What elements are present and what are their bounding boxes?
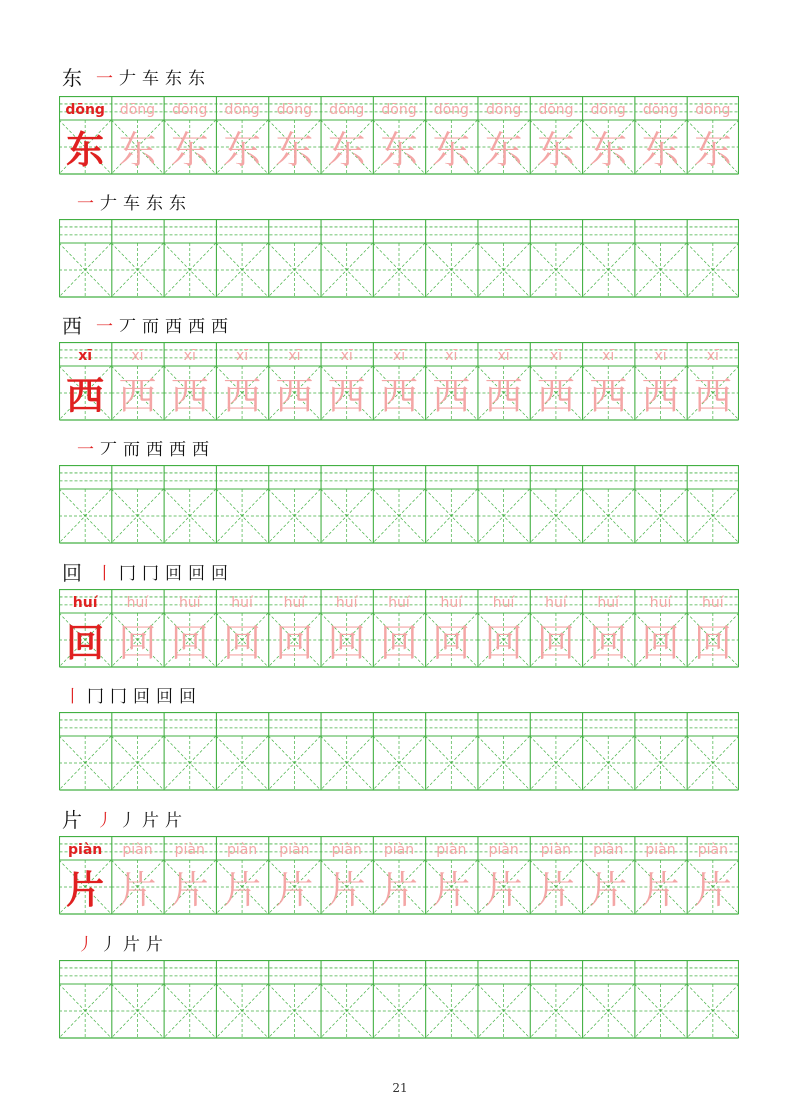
trace-character: 片 bbox=[170, 868, 209, 912]
stroke-step: 西 bbox=[146, 440, 163, 460]
trace-character: 回 bbox=[484, 621, 523, 665]
pinyin-trace: huí bbox=[231, 595, 253, 611]
stroke-step: 片 bbox=[146, 935, 163, 955]
pinyin-trace: piàn bbox=[697, 842, 728, 858]
stroke-step: 回 bbox=[156, 687, 173, 707]
section-title-row bbox=[62, 559, 228, 585]
trace-character: 东 bbox=[118, 128, 157, 172]
tracing-grid-svg[interactable] bbox=[59, 96, 739, 175]
pinyin-trace: piàn bbox=[488, 842, 519, 858]
trace-character: 回 bbox=[432, 621, 471, 665]
stroke-step: 一 bbox=[96, 317, 113, 337]
model-character: 片 bbox=[66, 867, 105, 912]
pinyin-trace: piàn bbox=[436, 842, 467, 858]
stroke-step: 而 bbox=[142, 317, 159, 337]
trace-character: 片 bbox=[536, 868, 575, 912]
stroke-step: 而 bbox=[123, 440, 140, 460]
pinyin-trace: dōng bbox=[590, 102, 626, 118]
stroke-step: 丆 bbox=[119, 317, 136, 337]
stroke-step: 𠂇 bbox=[100, 194, 117, 214]
pinyin-trace: piàn bbox=[645, 842, 676, 858]
stroke-step: 丿 bbox=[96, 811, 113, 831]
stroke-step: 片 bbox=[123, 935, 140, 955]
stroke-step: 冂 bbox=[119, 564, 136, 584]
stroke-step: 东 bbox=[188, 69, 205, 89]
section-title-row bbox=[62, 64, 205, 90]
pinyin-label: xī bbox=[78, 348, 93, 364]
pinyin-trace: dōng bbox=[538, 102, 574, 118]
pinyin-trace: dōng bbox=[433, 102, 469, 118]
pinyin-trace: huí bbox=[545, 595, 567, 611]
pinyin-trace: piàn bbox=[122, 842, 153, 858]
stroke-order-row bbox=[77, 189, 186, 215]
trace-character: 回 bbox=[223, 621, 262, 665]
model-character: 西 bbox=[66, 373, 105, 418]
pinyin-trace: huí bbox=[335, 595, 358, 611]
trace-character: 片 bbox=[641, 868, 680, 912]
pinyin-trace: huí bbox=[388, 595, 410, 611]
practice-grid-svg[interactable] bbox=[59, 960, 739, 1039]
pinyin-trace: xī bbox=[183, 348, 196, 364]
stroke-step: 西 bbox=[192, 440, 209, 460]
practice-grid[interactable] bbox=[59, 465, 739, 544]
stroke-step: 西 bbox=[188, 317, 205, 337]
stroke-step: 丿 bbox=[119, 811, 136, 831]
trace-character: 西 bbox=[275, 374, 314, 418]
trace-character: 片 bbox=[693, 868, 732, 912]
trace-character: 西 bbox=[118, 374, 157, 418]
trace-character: 片 bbox=[275, 868, 314, 912]
stroke-step: 西 bbox=[211, 317, 228, 337]
pinyin-trace: dōng bbox=[486, 102, 522, 118]
pinyin-trace: xī bbox=[497, 348, 510, 364]
model-character: 回 bbox=[66, 620, 105, 665]
stroke-step: 𠂇 bbox=[119, 69, 136, 89]
trace-character: 东 bbox=[379, 128, 419, 172]
trace-character: 东 bbox=[589, 128, 628, 172]
page-number: 21 bbox=[392, 1081, 408, 1095]
section-character: 回 bbox=[62, 561, 82, 585]
trace-character: 东 bbox=[170, 128, 209, 172]
stroke-order-row bbox=[64, 682, 196, 708]
stroke-step: 回 bbox=[211, 564, 228, 584]
pinyin-trace: huí bbox=[492, 595, 515, 611]
pinyin-trace: huí bbox=[440, 595, 463, 611]
trace-character: 片 bbox=[589, 868, 628, 912]
stroke-step: 冂 bbox=[142, 564, 159, 584]
practice-grid[interactable] bbox=[59, 960, 739, 1039]
trace-character: 东 bbox=[223, 128, 262, 172]
trace-character: 西 bbox=[170, 374, 209, 418]
trace-character: 西 bbox=[484, 374, 523, 418]
trace-character: 回 bbox=[379, 621, 419, 665]
pinyin-trace: xī bbox=[602, 348, 615, 364]
pinyin-trace: dōng bbox=[119, 102, 156, 118]
trace-character: 片 bbox=[432, 868, 471, 912]
trace-character: 回 bbox=[118, 621, 157, 665]
trace-character: 西 bbox=[223, 374, 262, 418]
stroke-step: 丆 bbox=[100, 440, 117, 460]
stroke-step: 车 bbox=[142, 69, 159, 89]
pinyin-trace: xī bbox=[288, 348, 301, 364]
trace-character: 西 bbox=[379, 374, 419, 418]
trace-character: 回 bbox=[536, 621, 575, 665]
trace-character: 西 bbox=[693, 374, 732, 418]
stroke-step: 冂 bbox=[87, 687, 104, 707]
stroke-step: 回 bbox=[165, 564, 182, 584]
pinyin-trace: dōng bbox=[276, 102, 312, 118]
pinyin-trace: dōng bbox=[224, 102, 260, 118]
trace-character: 片 bbox=[327, 868, 366, 912]
trace-character: 东 bbox=[484, 128, 523, 172]
pinyin-trace: dōng bbox=[329, 102, 365, 118]
stroke-step: 西 bbox=[169, 440, 186, 460]
trace-character: 回 bbox=[693, 621, 732, 665]
section-character: 西 bbox=[62, 314, 82, 338]
stroke-step: 丨 bbox=[64, 687, 81, 707]
pinyin-trace: xī bbox=[340, 348, 353, 364]
pinyin-trace: xī bbox=[654, 348, 667, 364]
stroke-step: 片 bbox=[142, 811, 159, 831]
pinyin-trace: xī bbox=[549, 348, 563, 364]
pinyin-trace: dōng bbox=[695, 102, 731, 118]
pinyin-trace: piàn bbox=[383, 842, 415, 858]
pinyin-trace: xī bbox=[235, 348, 249, 364]
pinyin-trace: dōng bbox=[381, 102, 417, 118]
trace-character: 西 bbox=[589, 374, 628, 418]
pinyin-trace: huí bbox=[649, 595, 672, 611]
tracing-grid-svg[interactable] bbox=[59, 342, 739, 421]
trace-character: 片 bbox=[379, 868, 419, 912]
tracing-grid-svg[interactable] bbox=[59, 836, 739, 915]
trace-character: 东 bbox=[275, 128, 314, 172]
pinyin-trace: huí bbox=[597, 595, 620, 611]
stroke-step: 丿 bbox=[100, 935, 117, 955]
stroke-step: 一 bbox=[77, 194, 94, 214]
pinyin-trace: huí bbox=[126, 595, 149, 611]
pinyin-trace: piàn bbox=[226, 842, 258, 858]
stroke-step: 西 bbox=[165, 317, 182, 337]
practice-grid-svg[interactable] bbox=[59, 465, 739, 544]
pinyin-trace: huí bbox=[702, 595, 724, 611]
trace-character: 回 bbox=[589, 621, 628, 665]
pinyin-trace: piàn bbox=[279, 842, 310, 858]
tracing-grid-svg[interactable] bbox=[59, 589, 739, 668]
stroke-order-row bbox=[77, 930, 163, 956]
stroke-step: 一 bbox=[77, 440, 94, 460]
stroke-step: 一 bbox=[96, 69, 113, 89]
practice-grid[interactable] bbox=[59, 712, 739, 791]
stroke-step: 丿 bbox=[77, 935, 94, 955]
stroke-step: 东 bbox=[165, 69, 182, 89]
section-character: 片 bbox=[62, 808, 82, 832]
stroke-step: 车 bbox=[123, 194, 140, 214]
trace-character: 东 bbox=[641, 128, 680, 172]
trace-character: 西 bbox=[432, 374, 471, 418]
stroke-step: 片 bbox=[165, 811, 182, 831]
section-title-row bbox=[62, 312, 228, 338]
pinyin-trace: piàn bbox=[540, 842, 572, 858]
pinyin-label: dōng bbox=[65, 102, 105, 118]
stroke-step: 回 bbox=[179, 687, 196, 707]
stroke-step: 东 bbox=[169, 194, 186, 214]
pinyin-tracing-grid[interactable] bbox=[59, 836, 739, 915]
trace-character: 西 bbox=[536, 374, 575, 418]
practice-grid-svg[interactable] bbox=[59, 712, 739, 791]
pinyin-label: piàn bbox=[68, 842, 103, 858]
practice-grid[interactable] bbox=[59, 219, 739, 298]
trace-character: 东 bbox=[693, 128, 732, 172]
trace-character: 回 bbox=[275, 621, 314, 665]
pinyin-trace: piàn bbox=[331, 842, 362, 858]
pinyin-trace: dōng bbox=[172, 102, 208, 118]
model-character: 东 bbox=[66, 127, 105, 172]
section-character: 东 bbox=[62, 66, 82, 90]
pinyin-trace: xī bbox=[706, 348, 719, 364]
stroke-step: 回 bbox=[188, 564, 205, 584]
trace-character: 东 bbox=[536, 128, 575, 172]
pinyin-trace: huí bbox=[178, 595, 201, 611]
section-title-row bbox=[62, 806, 182, 832]
pinyin-trace: xī bbox=[445, 348, 458, 364]
trace-character: 回 bbox=[641, 621, 680, 665]
trace-character: 西 bbox=[641, 374, 680, 418]
stroke-order-row bbox=[77, 435, 209, 461]
trace-character: 回 bbox=[327, 621, 366, 665]
trace-character: 东 bbox=[432, 128, 471, 172]
trace-character: 西 bbox=[327, 374, 366, 418]
practice-grid-svg[interactable] bbox=[59, 219, 739, 298]
pinyin-label: huí bbox=[72, 595, 98, 611]
pinyin-trace: xī bbox=[131, 348, 144, 364]
stroke-step: 东 bbox=[146, 194, 163, 214]
pinyin-tracing-grid[interactable] bbox=[59, 589, 739, 668]
pinyin-trace: piàn bbox=[593, 842, 624, 858]
pinyin-tracing-grid[interactable] bbox=[59, 96, 739, 175]
pinyin-tracing-grid[interactable] bbox=[59, 342, 739, 421]
trace-character: 东 bbox=[327, 128, 366, 172]
trace-character: 片 bbox=[118, 868, 157, 912]
pinyin-trace: dōng bbox=[642, 102, 679, 118]
trace-character: 片 bbox=[484, 868, 523, 912]
pinyin-trace: piàn bbox=[174, 842, 205, 858]
pinyin-trace: xī bbox=[392, 348, 406, 364]
trace-character: 片 bbox=[223, 868, 262, 912]
trace-character: 回 bbox=[170, 621, 209, 665]
stroke-step: 回 bbox=[133, 687, 150, 707]
stroke-step: 冂 bbox=[110, 687, 127, 707]
stroke-step: 丨 bbox=[96, 564, 113, 584]
pinyin-trace: huí bbox=[283, 595, 306, 611]
